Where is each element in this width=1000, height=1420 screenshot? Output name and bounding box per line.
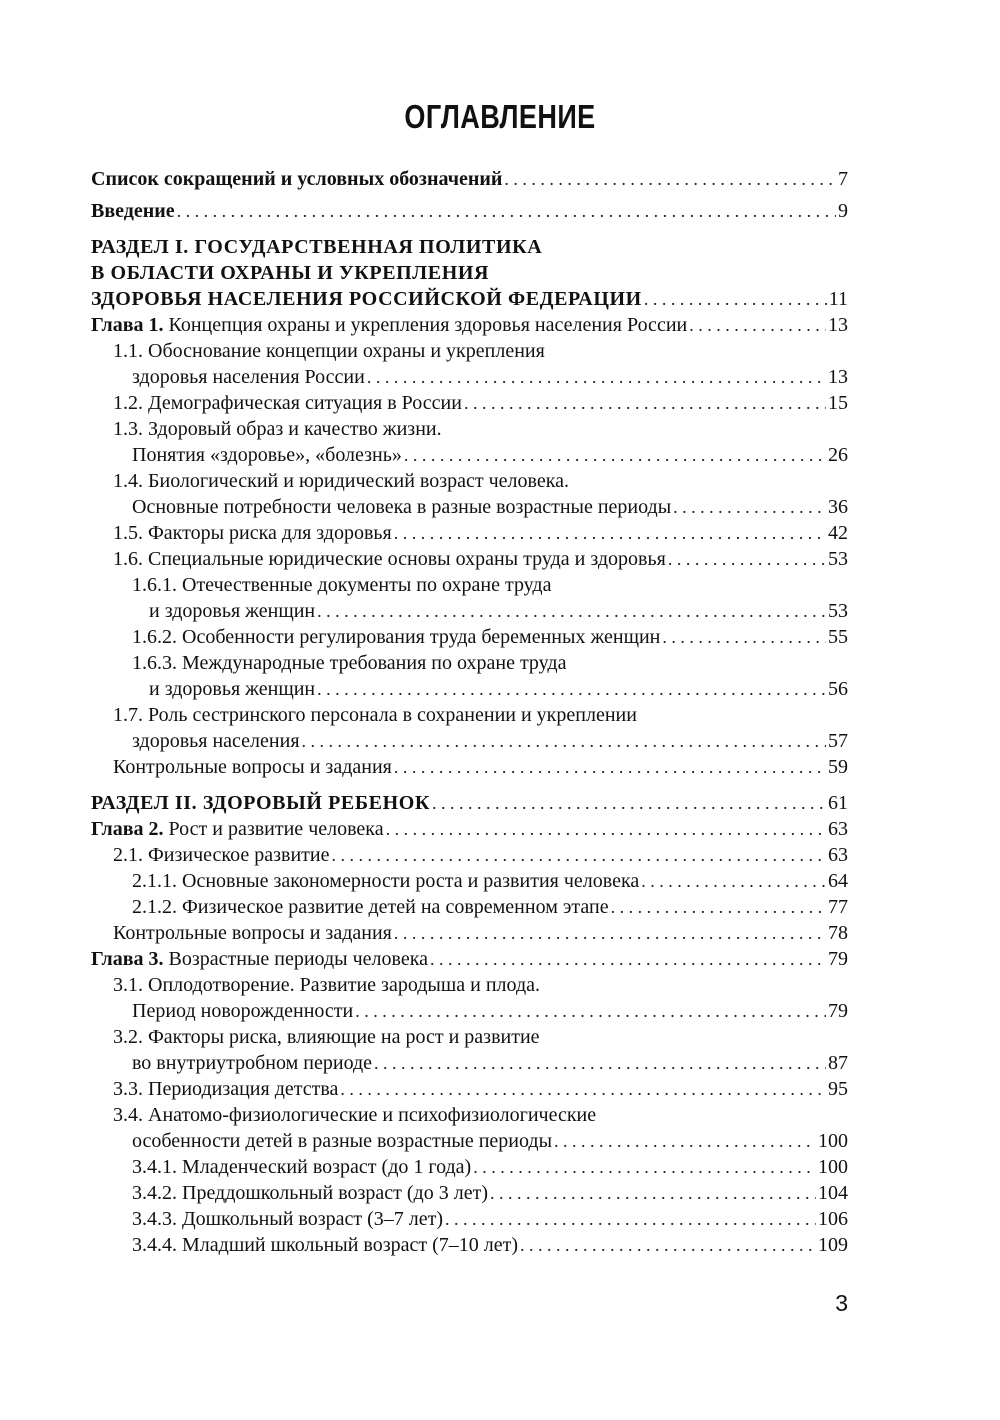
dot-leader xyxy=(404,442,826,468)
toc-entry-1-3-cont[interactable] xyxy=(91,442,848,468)
toc-section-1-line-3[interactable] xyxy=(91,286,848,312)
toc-entry-text: Период новорожденности xyxy=(132,1000,354,1022)
toc-page-number: 61 xyxy=(828,792,848,814)
toc-page-number: 95 xyxy=(828,1078,848,1100)
toc-chapter-2[interactable] xyxy=(91,816,848,842)
dot-leader xyxy=(641,868,826,894)
dot-leader xyxy=(673,494,826,520)
toc-section-2[interactable] xyxy=(91,790,848,816)
toc-section-1-line-2[interactable] xyxy=(91,260,848,286)
toc-page-number: 9 xyxy=(838,200,848,222)
toc-entry-questions-1[interactable] xyxy=(91,754,848,780)
dot-leader xyxy=(662,624,826,650)
toc-page-number: 55 xyxy=(828,626,848,648)
toc-entry-text: 1.2. Демографическая ситуация в России xyxy=(113,392,462,414)
toc-entry-text: 3.2. Факторы риска, влияющие на рост и развитие xyxy=(113,1026,540,1048)
toc-entry-text: особенности детей в разные возрастные периоды xyxy=(132,1130,553,1152)
toc-entry-text: здоровья населения России xyxy=(132,366,365,388)
dot-leader xyxy=(394,520,826,546)
toc-entry-text: и здоровья женщин xyxy=(149,600,316,622)
toc-entry-text: 3.4.4. Младший школьный возраст (7–10 лет) xyxy=(132,1234,519,1256)
toc-entry-1-6-2[interactable] xyxy=(91,624,848,650)
dot-leader xyxy=(386,816,826,842)
toc-entry-text: Контрольные вопросы и задания xyxy=(113,922,392,944)
dot-leader xyxy=(464,390,826,416)
dot-leader xyxy=(644,286,827,312)
chapter-label: Глава 1. xyxy=(91,314,164,336)
toc-entry-text: 3.4.3. Дошкольный возраст (3–7 лет) xyxy=(132,1208,444,1230)
toc-page-number: 64 xyxy=(828,870,848,892)
toc-page-number: 79 xyxy=(828,948,848,970)
dot-leader xyxy=(504,166,836,192)
toc-entry-text: ЗДОРОВЬЯ НАСЕЛЕНИЯ РОССИЙСКОЙ ФЕДЕРАЦИИ xyxy=(91,288,642,310)
toc-entry-text: РАЗДЕЛ I. ГОСУДАРСТВЕННАЯ ПОЛИТИКА xyxy=(91,236,543,258)
toc-entry-text: Контрольные вопросы и задания xyxy=(113,756,392,778)
toc-section-1-line-1[interactable] xyxy=(91,234,848,260)
toc-page-number: 15 xyxy=(828,392,848,414)
dot-leader xyxy=(331,842,826,868)
dot-leader xyxy=(445,1206,816,1232)
dot-leader xyxy=(317,676,826,702)
toc-entry-text: 1.7. Роль сестринского персонала в сохранении и укреплении xyxy=(113,704,637,726)
dot-leader xyxy=(430,946,826,972)
toc-entry-text: 1.6.1. Отечественные документы по охране труда xyxy=(132,574,552,596)
toc-entry-text: 1.4. Биологический и юридический возраст человека. xyxy=(113,470,570,492)
toc-entry-text: 2.1.2. Физическое развитие детей на современном этапе xyxy=(132,896,609,918)
dot-leader xyxy=(394,754,826,780)
toc-page-number: 26 xyxy=(828,444,848,466)
toc-page-number: 63 xyxy=(828,844,848,866)
page-number: 3 xyxy=(835,1290,848,1316)
toc-entry-3-4-1[interactable] xyxy=(91,1154,848,1180)
toc-page-number: 59 xyxy=(828,756,848,778)
toc-entry-1-4[interactable] xyxy=(91,468,848,494)
chapter-title: Возрастные периоды человека xyxy=(163,948,428,970)
dot-leader xyxy=(177,198,836,224)
dot-leader xyxy=(473,1154,816,1180)
toc-entry-text: Понятия «здоровье», «болезнь» xyxy=(132,444,402,466)
toc-entry-3-2[interactable] xyxy=(91,1024,848,1050)
toc-page-number: 87 xyxy=(828,1052,848,1074)
toc-page-number: 77 xyxy=(828,896,848,918)
toc-entry-text: 1.6. Специальные юридические основы охраны труда и здоровья xyxy=(113,548,666,570)
toc-entry-text xyxy=(91,816,384,842)
toc-entry-text: 1.6.2. Особенности регулирования труда беременных женщин xyxy=(132,626,661,648)
toc-entry-text: Основные потребности человека в разные возрастные периоды xyxy=(132,496,672,518)
toc-entry-1-6-3-cont[interactable] xyxy=(91,676,848,702)
toc-entry-2-1[interactable] xyxy=(91,842,848,868)
chapter-title: Рост и развитие человека xyxy=(163,818,384,840)
toc-entry-3-4-cont[interactable] xyxy=(91,1128,848,1154)
dot-leader xyxy=(394,920,826,946)
toc-chapter-3[interactable] xyxy=(91,946,848,972)
toc-chapter-1[interactable] xyxy=(91,312,848,338)
toc-page-number: 13 xyxy=(828,366,848,388)
toc-page-number: 11 xyxy=(828,288,848,310)
toc-entry-1-6-1[interactable] xyxy=(91,572,848,598)
toc-page-number: 63 xyxy=(828,818,848,840)
toc-entry-1-7-cont[interactable] xyxy=(91,728,848,754)
toc-page-number: 79 xyxy=(828,1000,848,1022)
toc-page-number: 78 xyxy=(828,922,848,944)
toc-entry-text: 1.5. Факторы риска для здоровья xyxy=(113,522,392,544)
toc-page-number: 13 xyxy=(828,314,848,336)
toc-entry-3-4-2[interactable] xyxy=(91,1180,848,1206)
toc-entry-1-5[interactable] xyxy=(91,520,848,546)
toc-entry-3-4-4[interactable] xyxy=(91,1232,848,1258)
toc-entry-text: 3.4.1. Младенческий возраст (до 1 года) xyxy=(132,1156,472,1178)
toc-entry-3-4-3[interactable] xyxy=(91,1206,848,1232)
toc-entry-text: 2.1.1. Основные закономерности роста и развития человека xyxy=(132,870,640,892)
toc-entry-text xyxy=(91,312,687,338)
toc-page-number: 42 xyxy=(828,522,848,544)
toc-entry-1-6-1-cont[interactable] xyxy=(91,598,848,624)
toc-entry-3-3[interactable] xyxy=(91,1076,848,1102)
toc-page-number: 56 xyxy=(828,678,848,700)
toc-page-number: 100 xyxy=(818,1156,848,1178)
page-title: ОГЛАВЛЕНИЕ xyxy=(404,98,596,135)
toc-entry-1-1[interactable] xyxy=(91,338,848,364)
toc-entry-text: во внутриутробном периоде xyxy=(132,1052,373,1074)
dot-leader xyxy=(340,1076,826,1102)
toc-entry-1-7[interactable] xyxy=(91,702,848,728)
toc-entry-text: и здоровья женщин xyxy=(149,678,316,700)
toc-page-number: 106 xyxy=(818,1208,848,1230)
toc-entry-text: здоровья населения xyxy=(132,730,300,752)
dot-leader xyxy=(432,790,826,816)
toc-entry-3-2-cont[interactable] xyxy=(91,1050,848,1076)
toc-entry-2-1-2[interactable] xyxy=(91,894,848,920)
table-of-contents xyxy=(91,166,848,1258)
toc-entry-1-4-cont[interactable] xyxy=(91,494,848,520)
toc-entry-3-1-cont[interactable] xyxy=(91,998,848,1024)
toc-page-number: 7 xyxy=(838,168,848,190)
toc-entry-text: 1.3. Здоровый образ и качество жизни. xyxy=(113,418,442,440)
toc-page-number: 104 xyxy=(818,1182,848,1204)
toc-entry-text xyxy=(91,946,428,972)
toc-entry-text: 3.4. Анатомо-физиологические и психофизиологические xyxy=(113,1104,597,1126)
dot-leader xyxy=(520,1232,816,1258)
toc-page-number: 36 xyxy=(828,496,848,518)
chapter-title: Концепция охраны и укрепления здоровья населения России xyxy=(163,314,688,336)
dot-leader xyxy=(668,546,826,572)
toc-entry-3-4[interactable] xyxy=(91,1102,848,1128)
toc-page-number: 100 xyxy=(818,1130,848,1152)
toc-entry-2-1-1[interactable] xyxy=(91,868,848,894)
toc-entry-1-2[interactable] xyxy=(91,390,848,416)
toc-entry-text: 2.1. Физическое развитие xyxy=(113,844,330,866)
dot-leader xyxy=(355,998,826,1024)
toc-entry-text: 3.3. Периодизация детства xyxy=(113,1078,339,1100)
toc-entry-text: 3.4.2. Преддошкольный возраст (до 3 лет) xyxy=(132,1182,488,1204)
toc-entry-text: Список сокращений и условных обозначений xyxy=(91,168,503,190)
toc-entry-text: В ОБЛАСТИ ОХРАНЫ И УКРЕПЛЕНИЯ xyxy=(91,262,490,284)
toc-entry-1-6[interactable] xyxy=(91,546,848,572)
dot-leader xyxy=(554,1128,816,1154)
chapter-label: Глава 3. xyxy=(91,948,164,970)
toc-entry-text: Введение xyxy=(91,200,175,222)
dot-leader xyxy=(317,598,826,624)
chapter-label: Глава 2. xyxy=(91,818,164,840)
toc-entry-text: 1.1. Обоснование концепции охраны и укрепления xyxy=(113,340,545,362)
toc-entry-1-6-3[interactable] xyxy=(91,650,848,676)
toc-page-number: 57 xyxy=(828,730,848,752)
dot-leader xyxy=(490,1180,816,1206)
dot-leader xyxy=(611,894,826,920)
toc-page-number: 53 xyxy=(828,548,848,570)
toc-page-number: 109 xyxy=(818,1234,848,1256)
toc-entry-introduction[interactable] xyxy=(91,198,848,224)
dot-leader xyxy=(367,364,826,390)
dot-leader xyxy=(689,312,826,338)
toc-entry-text: 3.1. Оплодотворение. Развитие зародыша и плода. xyxy=(113,974,540,996)
dot-leader xyxy=(374,1050,826,1076)
toc-entry-questions-2[interactable] xyxy=(91,920,848,946)
toc-entry-text: РАЗДЕЛ II. ЗДОРОВЫЙ РЕБЕНОК xyxy=(91,792,431,814)
dot-leader xyxy=(302,728,826,754)
toc-entry-1-3[interactable] xyxy=(91,416,848,442)
toc-entry-abbreviations[interactable] xyxy=(91,166,848,192)
toc-page-number: 53 xyxy=(828,600,848,622)
toc-entry-text: 1.6.3. Международные требования по охране труда xyxy=(132,652,567,674)
toc-entry-3-1[interactable] xyxy=(91,972,848,998)
toc-entry-1-1-cont[interactable] xyxy=(91,364,848,390)
